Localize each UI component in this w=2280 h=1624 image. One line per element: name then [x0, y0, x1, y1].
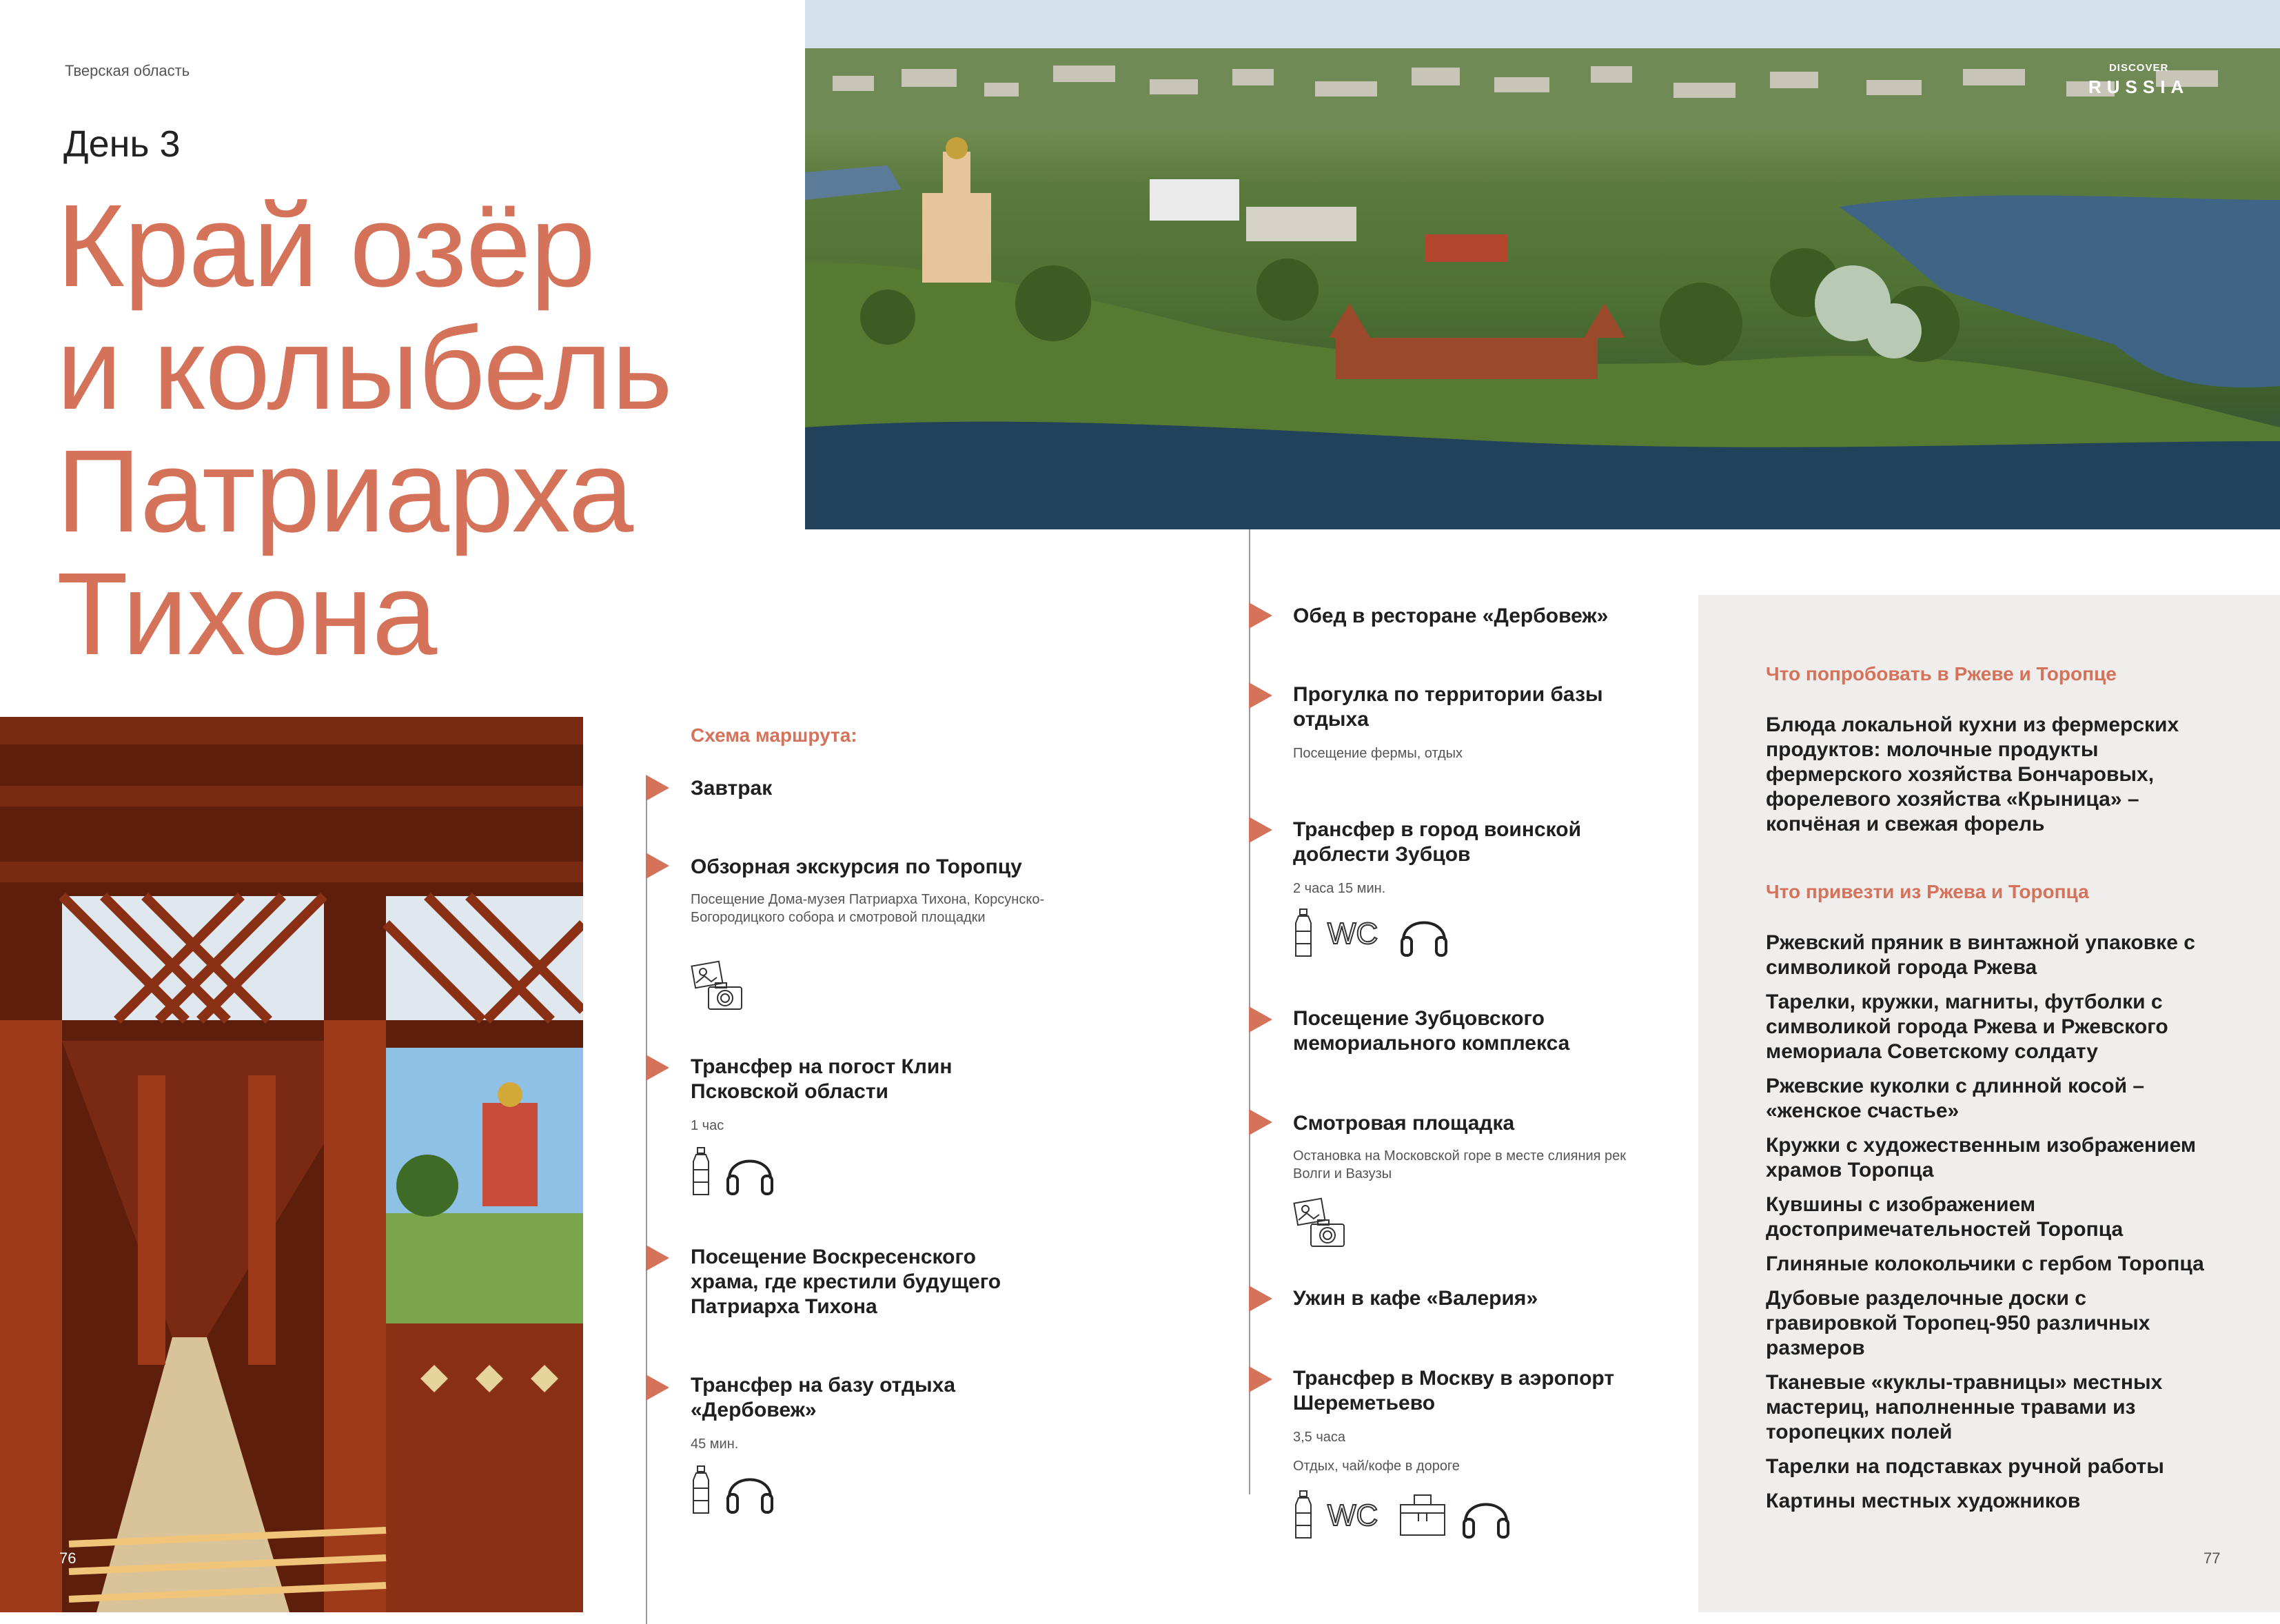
- page-number-left: 76: [59, 1550, 77, 1567]
- water-bottle-icon: [691, 1465, 711, 1516]
- list-item: Ржевский пряник в винтажной упаковке с символикой города Ржева: [1766, 931, 2195, 979]
- list-item: Кувшины с изображением достопримечательностей Торопца: [1766, 1193, 2124, 1241]
- route-heading: Схема маршрута:: [691, 724, 857, 746]
- step-title: Ужин в кафе «Валерия»: [1293, 1287, 1538, 1310]
- step-arrow-icon: [1249, 602, 1272, 629]
- headphones-icon: [724, 1146, 776, 1198]
- step-title: Трансфер в Москву в аэропорт Шереметьево: [1293, 1367, 1615, 1414]
- try-text: Блюда локальной кухни из фермерских продуктов: молочные продукты фермерского хозяйства Бончаровых, форелевого хозяйства «Крыница» – копчёная и свежая форель: [1766, 713, 2179, 835]
- step-icons: [1293, 1197, 1348, 1252]
- brand-line1: DISCOVER: [2108, 62, 2169, 74]
- step-arrow-icon: [1249, 1109, 1272, 1135]
- list-item: Дубовые разделочные доски с гравировкой Торопец-950 различных размеров: [1766, 1287, 2150, 1359]
- photo-camera-icon: [691, 960, 746, 1015]
- list-item: Тарелки на подставках ручной работы: [1766, 1455, 2164, 1478]
- step-icons: [691, 1146, 776, 1198]
- photo-camera-icon: [1293, 1197, 1348, 1252]
- day-label: День 3: [63, 123, 181, 165]
- list-item: Глиняные колокольчики с гербом Торопца: [1766, 1252, 2204, 1275]
- headphones-icon: [724, 1464, 776, 1516]
- brand-line2: RUSSIA: [2088, 77, 2190, 97]
- step-note: Посещение фермы, отдых: [1293, 746, 1463, 761]
- aerial-town-photo: [805, 0, 2280, 529]
- bridge-photo-drawing: [0, 717, 583, 1612]
- step-note: 2 часа 15 мин.: [1293, 881, 1386, 896]
- headphones-icon: [1398, 907, 1450, 960]
- step-title: Трансфер на базу отдыха «Дербовеж»: [691, 1374, 956, 1421]
- step-title: Завтрак: [691, 777, 773, 800]
- try-heading: Что попробовать в Ржеве и Торопце: [1766, 663, 2117, 684]
- page-number-right: 77: [2203, 1550, 2221, 1567]
- step-title: Трансфер в город воинской доблести Зубцов: [1293, 818, 1582, 866]
- step-arrow-icon: [646, 775, 669, 801]
- step-arrow-icon: [646, 1055, 669, 1081]
- step-arrow-icon: [1249, 817, 1272, 843]
- step-arrow-icon: [1249, 1366, 1272, 1392]
- svg-text:WC: WC: [1327, 1499, 1378, 1532]
- step-note: Отдых, чай/кофе в дороге: [1293, 1459, 1460, 1474]
- step-title: Обзорная экскурсия по Торопцу: [691, 855, 1022, 878]
- step-title: Смотровая площадка: [1293, 1112, 1515, 1135]
- step-title: Прогулка по территории базы отдыха: [1293, 683, 1603, 731]
- timeline-line: [646, 779, 647, 1624]
- step-title: Трансфер на погост Клин Псковской области: [691, 1055, 953, 1103]
- svg-text:WC: WC: [1327, 917, 1378, 951]
- list-item: Тканевые «куклы-травницы» местных мастериц, наполненные травами из торопецких полей: [1766, 1371, 2163, 1443]
- coffee-box-icon: [1398, 1492, 1447, 1538]
- step-icons: [691, 960, 746, 1015]
- title-line: Тихона: [57, 549, 437, 680]
- water-bottle-icon: [691, 1146, 711, 1197]
- step-note: 3,5 часа: [1293, 1430, 1346, 1445]
- list-item: Картины местных художников: [1766, 1490, 2081, 1512]
- step-title: Обед в ресторане «Дербовеж»: [1293, 605, 1609, 627]
- step-arrow-icon: [1249, 1006, 1272, 1033]
- water-bottle-icon: [1293, 1490, 1314, 1541]
- step-icons: [1293, 1489, 1512, 1541]
- title-line: Патриарха: [57, 426, 633, 557]
- step-arrow-icon: [646, 1374, 669, 1401]
- list-item: Кружки с художественным изображением храмов Торопца: [1766, 1134, 2197, 1181]
- step-arrow-icon: [646, 853, 669, 879]
- page-title: [57, 181, 787, 680]
- step-arrow-icon: [1249, 682, 1272, 709]
- step-icons: [1293, 907, 1450, 960]
- aerial-photo-drawing: [805, 0, 2280, 529]
- step-note: Посещение Дома-музея Патриарха Тихона, Корсунско-Богородицкого собора и смотровой площадки: [691, 892, 1045, 925]
- wc-icon: [1326, 916, 1385, 951]
- souvenir-list: [1766, 931, 2207, 1523]
- step-note: 1 час: [691, 1118, 724, 1133]
- list-item: Тарелки, кружки, магниты, футболки с символикой города Ржева и Ржевского мемориала Советскому солдату: [1766, 991, 2168, 1063]
- step-note: Остановка на Московской горе в месте слияния рек Волги и Вазузы: [1293, 1148, 1627, 1181]
- step-note: 45 мин.: [691, 1437, 739, 1452]
- wc-icon: [1326, 1498, 1385, 1532]
- discover-russia-logo: [2088, 62, 2189, 98]
- wooden-bridge-photo: [0, 717, 583, 1612]
- step-arrow-icon: [1249, 1286, 1272, 1312]
- title-line: Край озёр: [57, 181, 595, 312]
- step-title: Посещение Зубцовского мемориального комплекса: [1293, 1007, 1570, 1055]
- region-label: Тверская область: [65, 62, 190, 79]
- headphones-icon: [1460, 1489, 1512, 1541]
- title-line: и колыбель: [57, 303, 672, 434]
- bring-heading: Что привезти из Ржева и Торопца: [1766, 881, 2089, 902]
- step-title: Посещение Воскресенского храма, где крестили будущего Патриарха Тихона: [691, 1246, 1001, 1318]
- list-item: Ржевские куколки с длинной косой – «женское счастье»: [1766, 1075, 2145, 1122]
- step-icons: [691, 1464, 776, 1516]
- step-arrow-icon: [646, 1245, 669, 1271]
- water-bottle-icon: [1293, 908, 1314, 959]
